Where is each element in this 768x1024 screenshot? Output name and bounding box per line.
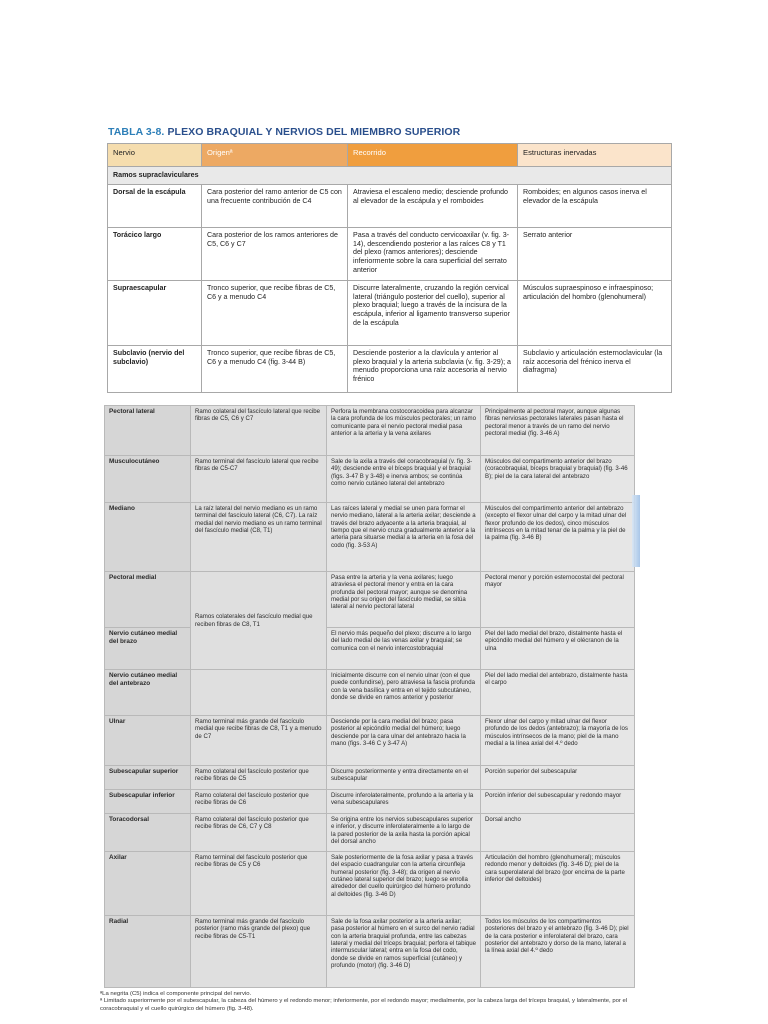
table-row xyxy=(108,227,672,280)
recorrido-cell: El nervio más pequeño del plexo; discurre a lo largo del lado medial de las venas axilar y braquial; se comunica con el nervio intercostobraquial xyxy=(327,628,481,670)
table-title xyxy=(108,126,460,138)
table-label: TABLA 3-8. xyxy=(108,126,165,138)
recorrido-cell: Las raíces lateral y medial se unen para formar el nervio mediano, lateral a la arteria axilar; desciende a través del brazo adyacente a la arteria braquial, al tiempo que el nervio cruza gradualmente anterior a la arteria para situarse medial a la arteria en la fosa del codo (fig. 3-53 A) xyxy=(327,503,481,572)
nervio-cell: Subescapular superior xyxy=(105,766,191,790)
recorrido-cell: Discurre inferolateralmente, profundo a la arteria y la vena subescapulares xyxy=(327,790,481,814)
recorrido-cell: Desciende por la cara medial del brazo; pasa posterior al epicóndilo medial del húmero; luego desciende por la cara ulnar del antebrazo hacia la mano (figs. 3-46 C y 3-47 A) xyxy=(327,716,481,766)
estructuras-cell: Piel del lado medial del antebrazo, distalmente hasta el carpo xyxy=(481,670,635,716)
supraclavicular-table xyxy=(107,143,672,393)
origen-cell: Ramo terminal más grande del fascículo medial que recibe fibras de C8, T1 y a menudo de C7 xyxy=(191,716,327,766)
nervio-cell: Musculocutáneo xyxy=(105,456,191,503)
table-row xyxy=(108,184,672,227)
origen-cell: Ramo colateral del fascículo posterior que recibe fibras de C5 xyxy=(191,766,327,790)
table-row xyxy=(105,572,635,628)
nervio-cell: Torácico largo xyxy=(108,227,202,280)
recorrido-cell: Sale de la fosa axilar posterior a la arteria axilar; pasa posterior al húmero en el surco del nervio radial con la arteria braquial profunda, entre las cabezas lateral y medial del tríceps braquial; perfora el tabique intermuscular lateral; entra en la fosa del codo, donde se divide en ramos superficial (cutáneo) y profundo (motor) (fig. 3-46 D) xyxy=(327,916,481,988)
origen-cell: Ramo terminal del fascículo posterior que recibe fibras de C5 y C6 xyxy=(191,852,327,916)
table-row xyxy=(108,345,672,392)
table-row xyxy=(105,503,635,572)
estructuras-cell: Serrato anterior xyxy=(518,227,672,280)
estructuras-cell: Todos los músculos de los compartimentos posteriores del brazo y el antebrazo (fig. 3-46 D); piel de la cara posterior e inferolateral del brazo, cara posterior del antebrazo y dorso de la mano, lateral a la línea axial del 4.º dedo xyxy=(481,916,635,988)
recorrido-cell: Discurre posteriormente y entra directamente en el subescapular xyxy=(327,766,481,790)
origen-cell: Cara posterior de los ramos anteriores de C5, C6 y C7 xyxy=(202,227,348,280)
recorrido-cell: Atraviesa el escaleno medio; desciende profundo al elevador de la escápula y el romboides xyxy=(348,184,518,227)
header-nervio: Nervio xyxy=(108,144,202,167)
origen-cell: Cara posterior del ramo anterior de C5 con una frecuente contribución de C4 xyxy=(202,184,348,227)
recorrido-cell: Pasa a través del conducto cervicoaxilar (v. fig. 3-14), descendiendo posterior a las raíces C8 y T1 del plexo (ramos anteriores); desciende inferiormente sobre la cara superficial del serrato anterior xyxy=(348,227,518,280)
estructuras-cell: Porción inferior del subescapular y redondo mayor xyxy=(481,790,635,814)
estructuras-cell: Músculos supraespinoso e infraespinoso; articulación del hombro (glenohumeral) xyxy=(518,280,672,345)
table-row xyxy=(105,790,635,814)
table-row xyxy=(105,852,635,916)
recorrido-cell: Pasa entre la arteria y la vena axilares; luego atraviesa el pectoral menor y entra en la cara profunda del pectoral mayor; aunque se denomina medial por su origen del fascículo medial, se sitúa lateral al nervio pectoral lateral xyxy=(327,572,481,628)
header-origen: Origenª xyxy=(202,144,348,167)
origen-cell xyxy=(191,670,327,716)
estructuras-cell: Músculos del compartimento anterior del brazo (coracobraquial, bíceps braquial y braquial) (fig. 3-46 B); piel de la cara lateral del antebrazo xyxy=(481,456,635,503)
estructuras-cell: Piel del lado medial del brazo, distalmente hasta el epicóndilo medial del húmero y el olécranon de la ulna xyxy=(481,628,635,670)
table-row xyxy=(105,814,635,852)
estructuras-cell: Pectoral menor y porción esternocostal del pectoral mayor xyxy=(481,572,635,628)
nervio-cell: Ulnar xyxy=(105,716,191,766)
table-title-text: PLEXO BRAQUIAL Y NERVIOS DEL MIEMBRO SUPERIOR xyxy=(167,126,461,138)
recorrido-cell: Se origina entre los nervios subescapulares superior e inferior, y discurre inferolateralmente a lo largo de la pared posterior de la axila hasta la porción apical del dorsal ancho xyxy=(327,814,481,852)
header-row xyxy=(108,144,672,167)
nervio-cell: Mediano xyxy=(105,503,191,572)
origen-cell: Ramo terminal más grande del fascículo posterior (ramo más grande del plexo) que recibe fibras de C5-T1 xyxy=(191,916,327,988)
table-row xyxy=(105,628,635,670)
nervio-cell: Subescapular inferior xyxy=(105,790,191,814)
header-recorrido: Recorrido xyxy=(348,144,518,167)
nervio-cell: Supraescapular xyxy=(108,280,202,345)
recorrido-cell: Sale posteriormente de la fosa axilar y pasa a través del espacio cuadrangular con la arteria circunfleja humeral posterior (fig. 3-48); da origen al nervio cutáneo lateral superior del brazo; luego se enrolla alrededor del cuello quirúrgico del húmero profundo al deltoides (fig. 3-46 D) xyxy=(327,852,481,916)
nervio-cell: Subclavio (nervio del subclavio) xyxy=(108,345,202,392)
recorrido-cell: Perfora la membrana costocoracoidea para alcanzar la cara profunda de los músculos pectorales; un ramo comunicante para el nervio pectoral medial pasa anterior a la arteria y la vena axilares xyxy=(327,406,481,456)
estructuras-cell: Romboides; en algunos casos inerva el elevador de la escápula xyxy=(518,184,672,227)
origen-cell: Ramo colateral del fascículo lateral que recibe fibras de C5, C6 y C7 xyxy=(191,406,327,456)
origen-cell: Tronco superior, que recibe fibras de C5, C6 y a menudo C4 (fig. 3-44 B) xyxy=(202,345,348,392)
nervio-cell: Axilar xyxy=(105,852,191,916)
estructuras-cell: Subclavio y articulación esternoclavicular (la raíz accesoria del frénico inerva el diafragma) xyxy=(518,345,672,392)
footnote-b: ª Limitado superiormente por el subescapular, la cabeza del húmero y el redondo menor; inferiormente, por el redondo mayor; medialmente, por la cabeza larga del tríceps braquial, y lateralmente, por el coracobraquial y el cuello quirúrgico del húmero (fig. 3-48). xyxy=(100,998,628,1012)
nervio-cell: Nervio cutáneo medial del brazo xyxy=(105,628,191,670)
estructuras-cell: Flexor ulnar del carpo y mitad ulnar del flexor profundo de los dedos (antebrazo); la mayoría de los músculos intrínsecos de la mano; piel de la mano medial a la línea axial del 4.º dedo xyxy=(481,716,635,766)
table-row xyxy=(108,280,672,345)
table-row xyxy=(105,766,635,790)
estructuras-cell: Principalmente al pectoral mayor, aunque algunas fibras nerviosas pectorales laterales pasan hasta el pectoral menor a través de un ramo del nervio pectoral medial (fig. 3-46 A) xyxy=(481,406,635,456)
nervio-cell: Toracodorsal xyxy=(105,814,191,852)
section-row xyxy=(108,167,672,185)
page-edge-shadow xyxy=(632,495,640,567)
table-row xyxy=(105,456,635,503)
table-row xyxy=(105,916,635,988)
estructuras-cell: Músculos del compartimento anterior del antebrazo (excepto el flexor ulnar del carpo y la mitad ulnar del flexor profundo de los dedos), cinco músculos intrínsecos en la mitad tenar de la palma y la piel de la palma (fig. 3-46 B) xyxy=(481,503,635,572)
recorrido-cell: Sale de la axila a través del coracobraquial (v. fig. 3-49); desciende entre el bíceps braquial y el braquial (figs. 3-47 B y 3-48) e inerva ambos; se continúa como nervio cutáneo lateral del antebrazo xyxy=(327,456,481,503)
nervio-cell: Dorsal de la escápula xyxy=(108,184,202,227)
nervio-cell: Pectoral medial xyxy=(105,572,191,628)
table-row xyxy=(105,716,635,766)
nervio-cell: Pectoral lateral xyxy=(105,406,191,456)
origen-cell: La raíz lateral del nervio mediano es un ramo terminal del fascículo lateral (C6, C7). La raíz medial del nervio mediano es un ramo terminal del fascículo medial (C8, T1) xyxy=(191,503,327,572)
origen-cell: Tronco superior, que recibe fibras de C5, C6 y a menudo C4 xyxy=(202,280,348,345)
origen-cell: Ramo colateral del fascículo posterior que recibe fibras de C6, C7 y C8 xyxy=(191,814,327,852)
nervio-cell: Radial xyxy=(105,916,191,988)
estructuras-cell: Dorsal ancho xyxy=(481,814,635,852)
origen-cell: Ramo terminal del fascículo lateral que recibe fibras de C5-C7 xyxy=(191,456,327,503)
infraclavicular-table xyxy=(104,405,635,988)
footnotes xyxy=(100,991,640,1013)
table-row xyxy=(105,670,635,716)
section-title: Ramos supraclaviculares xyxy=(108,167,672,185)
table-row xyxy=(105,406,635,456)
nervio-cell: Nervio cutáneo medial del antebrazo xyxy=(105,670,191,716)
recorrido-cell: Discurre lateralmente, cruzando la región cervical lateral (triángulo posterior del cuello), superior al plexo braquial; luego a través de la incisura de la escápula, inferior al ligamento transverso superior de la escápula xyxy=(348,280,518,345)
footnote-a: ªLa negrita (C5) indica el componente principal del nervio. xyxy=(100,991,252,997)
estructuras-cell: Porción superior del subescapular xyxy=(481,766,635,790)
origen-cell: Ramo colateral del fascículo posterior que recibe fibras de C6 xyxy=(191,790,327,814)
recorrido-cell: Inicialmente discurre con el nervio ulnar (con el que puede confundirse), pero atraviesa la fascia profunda con la vena basílica y entra en el tejido subcutáneo, donde se divide en ramos anterior y posterior xyxy=(327,670,481,716)
recorrido-cell: Desciende posterior a la clavícula y anterior al plexo braquial y la arteria subclavia (v. fig. 3-29); a menudo proporciona una raíz accesoria al nervio frénico xyxy=(348,345,518,392)
header-estructuras: Estructuras inervadas xyxy=(518,144,672,167)
origen-cell-shared: Ramos colaterales del fascículo medial que reciben fibras de C8, T1 xyxy=(191,572,327,670)
estructuras-cell: Articulación del hombro (glenohumeral); músculos redondo menor y deltoides (fig. 3-46 D); piel de la cara superolateral del brazo (por encima de la parte inferior del deltoides) xyxy=(481,852,635,916)
